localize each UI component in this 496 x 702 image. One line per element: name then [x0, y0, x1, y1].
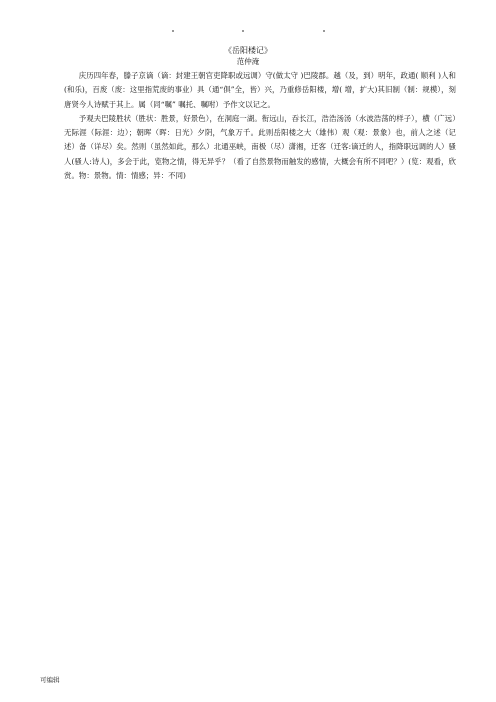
placeholder-line — [64, 269, 456, 283]
paragraph: 予观夫巴陵胜状（胜状：胜景，好景色），在洞庭一湖。衔远山，吞长江，浩浩汤汤（水波浩荡的样子），横（广远）无际涯（际涯：边）；朝晖（晖：日光）夕阴，气象万千。此则岳阳楼之大（雄伟）观（观：景象）也，前人之述（记述）备（详尽）矣。然则（虽然如此，那么）北通巫峡，南极（尽）潇湘，迁客（迁客:谪迁的人，指降职远调的人）骚人(骚人:诗人)，多会于此，览物之情，得无异乎？（看了自然景物而触发的感情，大概会有所不同吧？）(览：观看，欣赏。物：景物。情：情感；异：不同) — [64, 113, 456, 181]
document-title: 《岳阳楼记》 — [224, 46, 272, 55]
placeholder-line — [64, 241, 456, 255]
placeholder-line — [64, 255, 456, 269]
placeholder-line — [64, 569, 456, 583]
placeholder-line — [64, 212, 456, 226]
placeholder-line — [64, 455, 456, 469]
placeholder-line — [64, 384, 456, 398]
unreadable-text-area — [64, 183, 456, 612]
placeholder-line — [64, 355, 456, 369]
placeholder-line — [64, 312, 456, 326]
placeholder-line — [64, 341, 456, 355]
document-body — [64, 69, 456, 612]
page-footer: 可编辑 — [40, 676, 60, 684]
placeholder-line — [64, 398, 456, 412]
placeholder-line — [64, 541, 456, 555]
placeholder-line — [64, 183, 456, 197]
placeholder-line — [64, 298, 456, 312]
placeholder-line — [64, 426, 456, 440]
placeholder-line — [64, 512, 456, 526]
placeholder-line — [64, 326, 456, 340]
header-dot — [172, 30, 174, 32]
placeholder-line — [64, 283, 456, 297]
placeholder-line — [64, 226, 456, 240]
placeholder-line — [64, 484, 456, 498]
header-dot — [242, 30, 244, 32]
placeholder-line — [64, 412, 456, 426]
header-dot-marks — [0, 30, 496, 36]
placeholder-line — [64, 469, 456, 483]
paragraph: 庆历四年春，滕子京谪（谪：封建王朝官吏降职或远调）守(做太守 )巴陵郡。越（及，到）明年，政通( 顺利 )人和(和乐)，百废（废：这里指荒废的事业）具（通“俱”全，皆）兴，乃重修岳阳楼，增( 增，扩大)其旧制（制：规模），刻唐贤今人诗赋于其上。属（同“嘱” 嘱托、嘱咐）予作文以记之。 — [64, 71, 456, 109]
placeholder-line — [64, 555, 456, 569]
header-dot — [323, 30, 325, 32]
placeholder-line — [64, 527, 456, 541]
placeholder-line — [64, 584, 456, 598]
placeholder-line — [64, 369, 456, 383]
document-author: 范仲淹 — [236, 57, 260, 66]
placeholder-line — [64, 598, 456, 612]
placeholder-line — [64, 498, 456, 512]
placeholder-line — [64, 441, 456, 455]
placeholder-line — [64, 198, 456, 212]
